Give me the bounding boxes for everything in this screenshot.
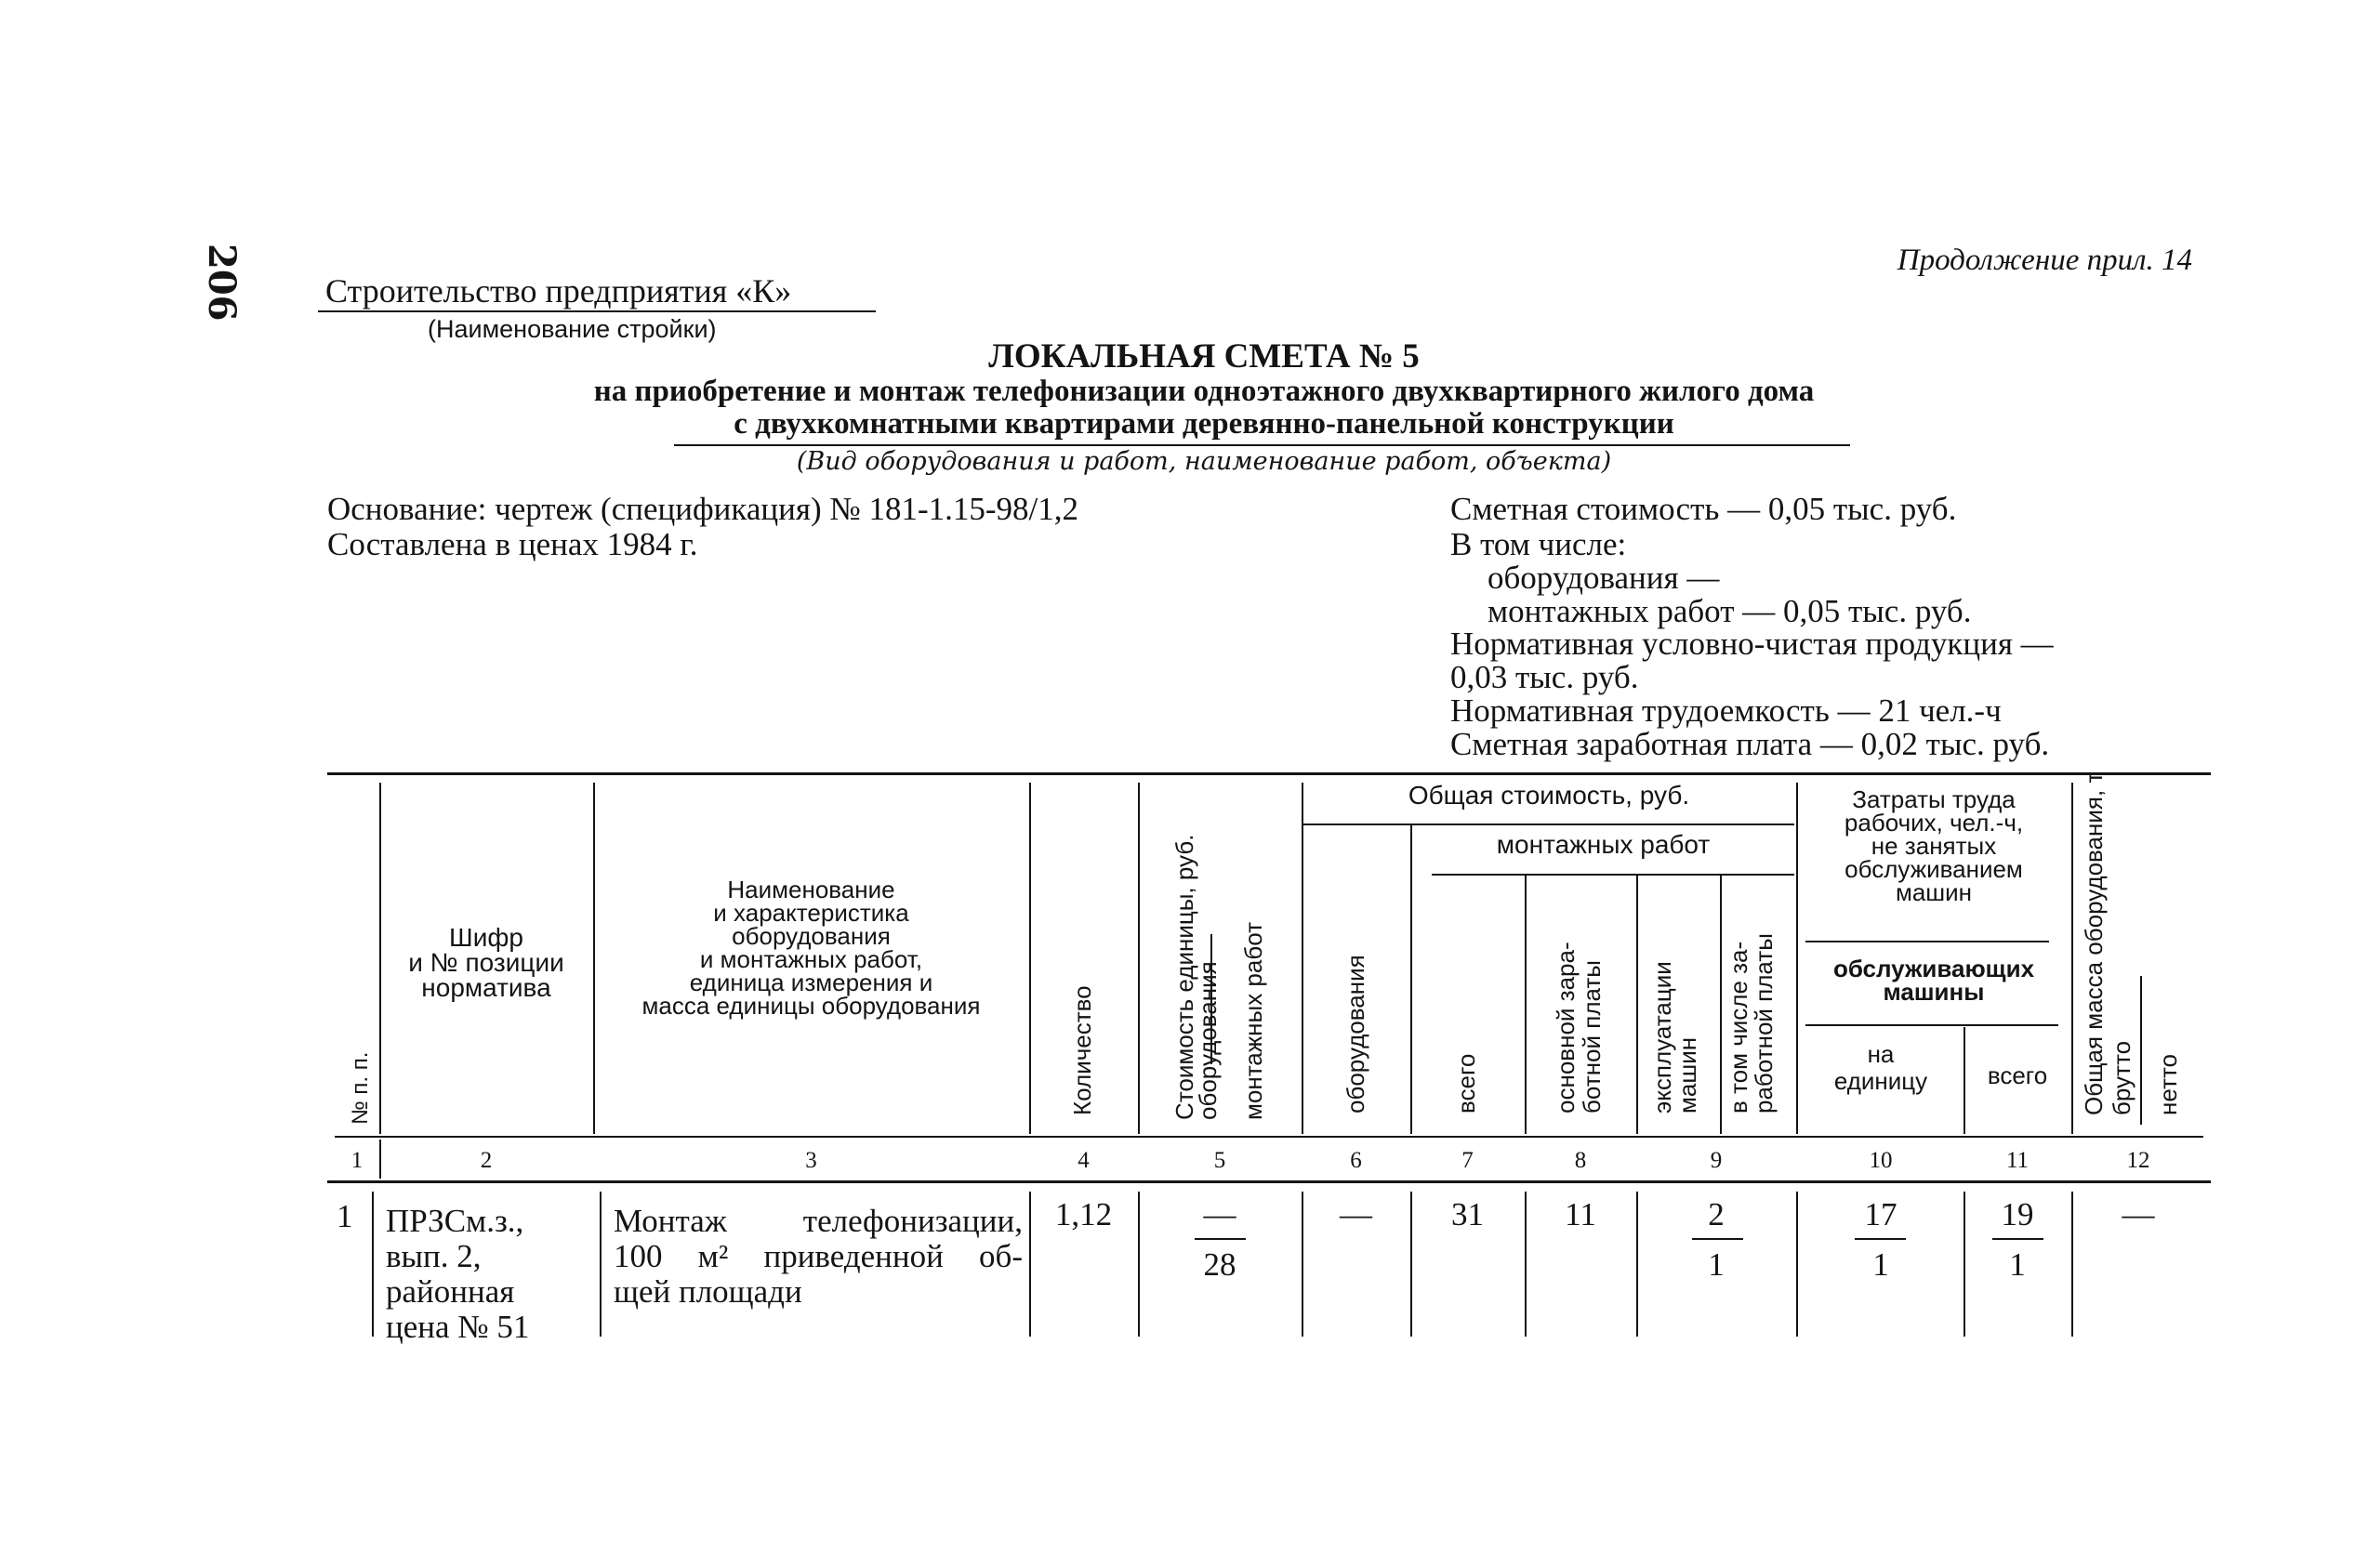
group-header-total-cost: Общая стоимость, руб.: [1408, 781, 1690, 810]
col-header-unit-cost: Стоимость единицы, руб.: [1170, 834, 1198, 1120]
wage-fund: Сметная заработная плата — 0,02 тыс. руб.: [1450, 726, 2050, 762]
table-divider: [372, 1192, 374, 1337]
number-band-rule: [327, 1180, 2211, 1183]
header-line: единица измерения и: [689, 969, 933, 996]
col-number: 10: [1869, 1148, 1893, 1173]
header-line: и № позиции: [408, 948, 564, 977]
row-quantity: 1,12: [1054, 1196, 1113, 1232]
code-line: цена № 51: [386, 1309, 530, 1345]
table-divider: [1029, 783, 1031, 1134]
row-unit-mount: 28: [1203, 1246, 1236, 1283]
installation-cost: монтажных работ — 0,05 тыс. руб.: [1488, 593, 1972, 629]
row-base-wage: 11: [1565, 1196, 1596, 1232]
col-number: 4: [1078, 1148, 1090, 1173]
header-line: Наименование: [727, 876, 895, 903]
header-line: обслуживающих: [1832, 955, 2035, 982]
description-line: щей площади: [614, 1273, 802, 1310]
col-number: 5: [1213, 1148, 1226, 1173]
col-header-all: всего: [1987, 1061, 2048, 1089]
col-number: 11: [2005, 1148, 2030, 1173]
header-line: машины: [1883, 978, 1985, 1006]
table-divider: [1410, 825, 1412, 1134]
col-number: 8: [1574, 1148, 1587, 1173]
col-number: 2: [480, 1148, 493, 1173]
col-header-name: [595, 878, 1027, 1018]
header-line: оборудования: [732, 922, 891, 950]
header-rule: [1805, 941, 2049, 942]
row-labor-per-unit: 17: [1864, 1196, 1897, 1232]
table-divider: [1636, 874, 1638, 1134]
row-serving-all: 1: [2009, 1246, 2026, 1283]
row-mass: —: [2122, 1196, 2155, 1232]
header-line: на: [1867, 1040, 1895, 1068]
header-line: и монтажных работ,: [699, 945, 923, 973]
table-top-rule: [327, 772, 2211, 775]
group-header-serving: [1798, 957, 2069, 1004]
construction-caption: (Наименование стройки): [428, 315, 717, 343]
col-number: 12: [2126, 1148, 2150, 1173]
header-line: норматива: [421, 973, 551, 1002]
estimate-title: ЛОКАЛЬНАЯ СМЕТА № 5: [988, 337, 1420, 376]
prices-line: Составлена в ценах 1984 г.: [327, 526, 698, 562]
title-caption: (Вид оборудования и работ, наименование работ, объекта): [796, 447, 1612, 476]
net-production-value: 0,03 тыс. руб.: [1450, 659, 1639, 695]
col-number: 9: [1710, 1148, 1723, 1173]
continuation-note: Продолжение прил. 14: [1897, 244, 2192, 277]
header-rule: [1805, 1024, 2058, 1026]
header-line: масса единицы оборудования: [641, 992, 981, 1020]
header-line: и характеристика: [713, 899, 909, 927]
header-line: Затраты труда: [1852, 785, 2016, 813]
header-line: единицу: [1833, 1067, 1928, 1095]
table-divider: [1302, 783, 1303, 1134]
row-total: 31: [1451, 1196, 1484, 1232]
code-line: ПРЗСм.з.,: [386, 1203, 524, 1239]
header-line: не занятых: [1871, 832, 1997, 860]
header-rule: [1303, 824, 1794, 825]
including-label: В том числе:: [1450, 526, 1627, 562]
table-divider: [1525, 874, 1527, 1134]
table-divider: [2071, 783, 2073, 1134]
table-divider: [1138, 783, 1140, 1134]
col-header-total: всего: [1452, 1053, 1480, 1114]
table-divider: [1720, 874, 1722, 1134]
group-header-labor: [1798, 785, 2069, 906]
col-header-equip-cost: оборудования: [1342, 955, 1369, 1114]
estimated-cost: Сметная стоимость — 0,05 тыс. руб.: [1450, 491, 1957, 527]
row-description: [614, 1204, 1023, 1310]
row-unit-equip: —: [1203, 1196, 1236, 1232]
col-header-machine-wage: в том числе за-: [1725, 941, 1752, 1114]
col-number: 1: [350, 1148, 364, 1173]
description-line: Монтаж телефонизации,: [614, 1203, 1023, 1239]
header-line: Шифр: [449, 923, 523, 952]
description-line: 100 м² приведенной об-: [614, 1238, 1023, 1274]
header-rule: [1432, 874, 1794, 876]
row-labor-all: 19: [2001, 1196, 2034, 1232]
col-header-base-wage-2: ботной платы: [1578, 960, 1606, 1114]
row-code: [386, 1204, 529, 1345]
col-header-machines: эксплуатации: [1648, 961, 1676, 1114]
col-number: 3: [805, 1148, 817, 1173]
col-number: 7: [1461, 1148, 1474, 1173]
estimate-subtitle-line2: с двухкомнатными квартирами деревянно-панельной конструкции: [734, 407, 1674, 441]
col-header-code: [381, 925, 591, 1000]
number-band-rule: [335, 1136, 2203, 1138]
table-divider: [600, 1192, 602, 1337]
row-equip-cost: —: [1340, 1196, 1372, 1232]
title-underline: [674, 444, 1850, 446]
col-header-num: № п. п.: [348, 1051, 373, 1125]
code-line: вып. 2,: [386, 1238, 482, 1274]
col-header-per-unit: [1798, 1040, 1964, 1095]
header-line: обслуживанием: [1844, 855, 2023, 883]
col-header-mass-gross: брутто: [2108, 1040, 2135, 1115]
code-line: районная: [386, 1273, 515, 1310]
construction-name: Строительство предприятия «К»: [325, 272, 792, 310]
col-header-unit-equip: оборудования: [1194, 961, 1222, 1120]
estimate-subtitle-line1: на приобретение и монтаж телефонизации одноэтажного двухквартирного жилого дома: [593, 375, 1815, 408]
construction-underline: [318, 310, 876, 312]
header-line: рабочих, чел.-ч,: [1844, 809, 2024, 837]
equipment-cost: оборудования —: [1488, 560, 1720, 596]
col-header-mass-net: нетто: [2154, 1054, 2182, 1115]
col-header-unit-mount: монтажных работ: [1239, 921, 1267, 1120]
row-machine-wage: 1: [1708, 1246, 1725, 1283]
table-divider: [2140, 976, 2142, 1125]
basis-line: Основание: чертеж (спецификация) № 181-1.15-98/1,2: [327, 491, 1079, 527]
header-line: машин: [1895, 878, 1973, 906]
col-header-qty: Количество: [1068, 985, 1096, 1115]
fraction-bar: [1195, 1238, 1246, 1240]
col-header-base-wage: основной зара-: [1552, 942, 1580, 1114]
labor-intensity: Нормативная трудоемкость — 21 чел.-ч: [1450, 692, 2002, 729]
fraction-bar: [1992, 1238, 2043, 1240]
col-header-machine-wage-2: работной платы: [1750, 933, 1778, 1114]
net-production: Нормативная условно-чистая продукция —: [1450, 626, 2054, 662]
page-number: 206: [200, 244, 244, 322]
row-machines: 2: [1708, 1196, 1725, 1232]
group-header-mount: монтажных работ: [1496, 830, 1711, 859]
col-header-mass: Общая масса оборудования, т: [2080, 771, 2108, 1115]
fraction-bar: [1692, 1238, 1743, 1240]
row-serving-per-unit: 1: [1872, 1246, 1889, 1283]
col-number: 6: [1350, 1148, 1362, 1173]
row-number: 1: [337, 1198, 353, 1234]
col-header-machines-2: машин: [1673, 1036, 1701, 1114]
fraction-bar: [1855, 1238, 1906, 1240]
